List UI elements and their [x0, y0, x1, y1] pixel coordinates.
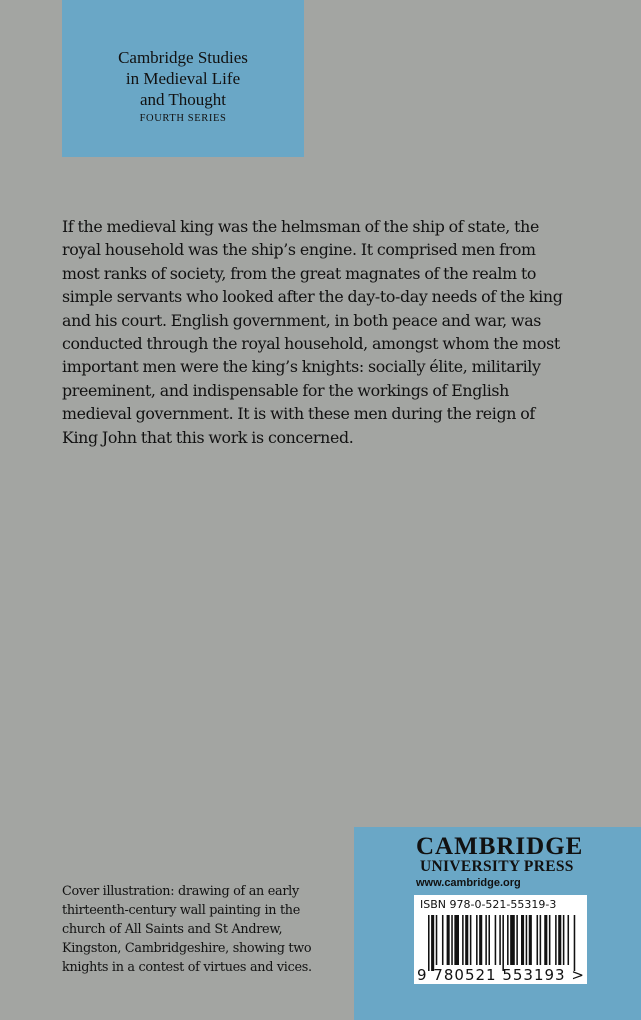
blurb-line: important men were the king’s knights: socially élite, militarily — [62, 357, 541, 377]
blurb-line: medieval government. It is with these men during the reign of — [62, 404, 535, 424]
series-title-line-3: and Thought — [139, 90, 227, 109]
publisher-subtitle: UNIVERSITY PRESS — [420, 858, 574, 875]
series-subtitle: FOURTH SERIES — [139, 113, 227, 124]
isbn-text: ISBN 978-0-521-55319-3 — [420, 898, 557, 911]
blurb-line: most ranks of society, from the great magnates of the realm to — [62, 263, 537, 283]
publisher-name: CAMBRIDGE — [416, 833, 584, 860]
series-title-line-2: in Medieval Life — [125, 69, 241, 88]
credit-line: Kingston, Cambridgeshire, showing two — [62, 941, 312, 956]
barcode-digits: 9 780521 553193 > — [417, 966, 585, 984]
series-box — [62, 0, 304, 157]
publisher-url: www.cambridge.org — [416, 877, 521, 889]
blurb-line: King John that this work is concerned. — [62, 427, 354, 447]
cover-illustration-credit — [62, 882, 352, 977]
publisher-box — [354, 827, 641, 1020]
blurb-line: and his court. English government, in both peace and war, was — [62, 310, 542, 330]
credit-line: church of All Saints and St Andrew, — [62, 922, 283, 937]
blurb-line: If the medieval king was the helmsman of the ship of state, the — [62, 217, 539, 236]
blurb-line: royal household was the ship’s engine. It comprised men from — [62, 240, 536, 260]
credit-line: knights in a contest of virtues and vices. — [62, 960, 312, 975]
blurb-line: conducted through the royal household, amongst whom the most — [62, 334, 560, 354]
blurb-text — [62, 215, 582, 449]
series-title-line-1: Cambridge Studies — [118, 48, 248, 67]
credit-line: thirteenth-century wall painting in the — [62, 903, 301, 918]
blurb-line: preeminent, and indispensable for the workings of English — [62, 380, 509, 400]
blurb-line: simple servants who looked after the day-to-day needs of the king — [62, 287, 563, 307]
barcode-panel — [414, 895, 587, 984]
credit-line: Cover illustration: drawing of an early — [62, 884, 299, 899]
